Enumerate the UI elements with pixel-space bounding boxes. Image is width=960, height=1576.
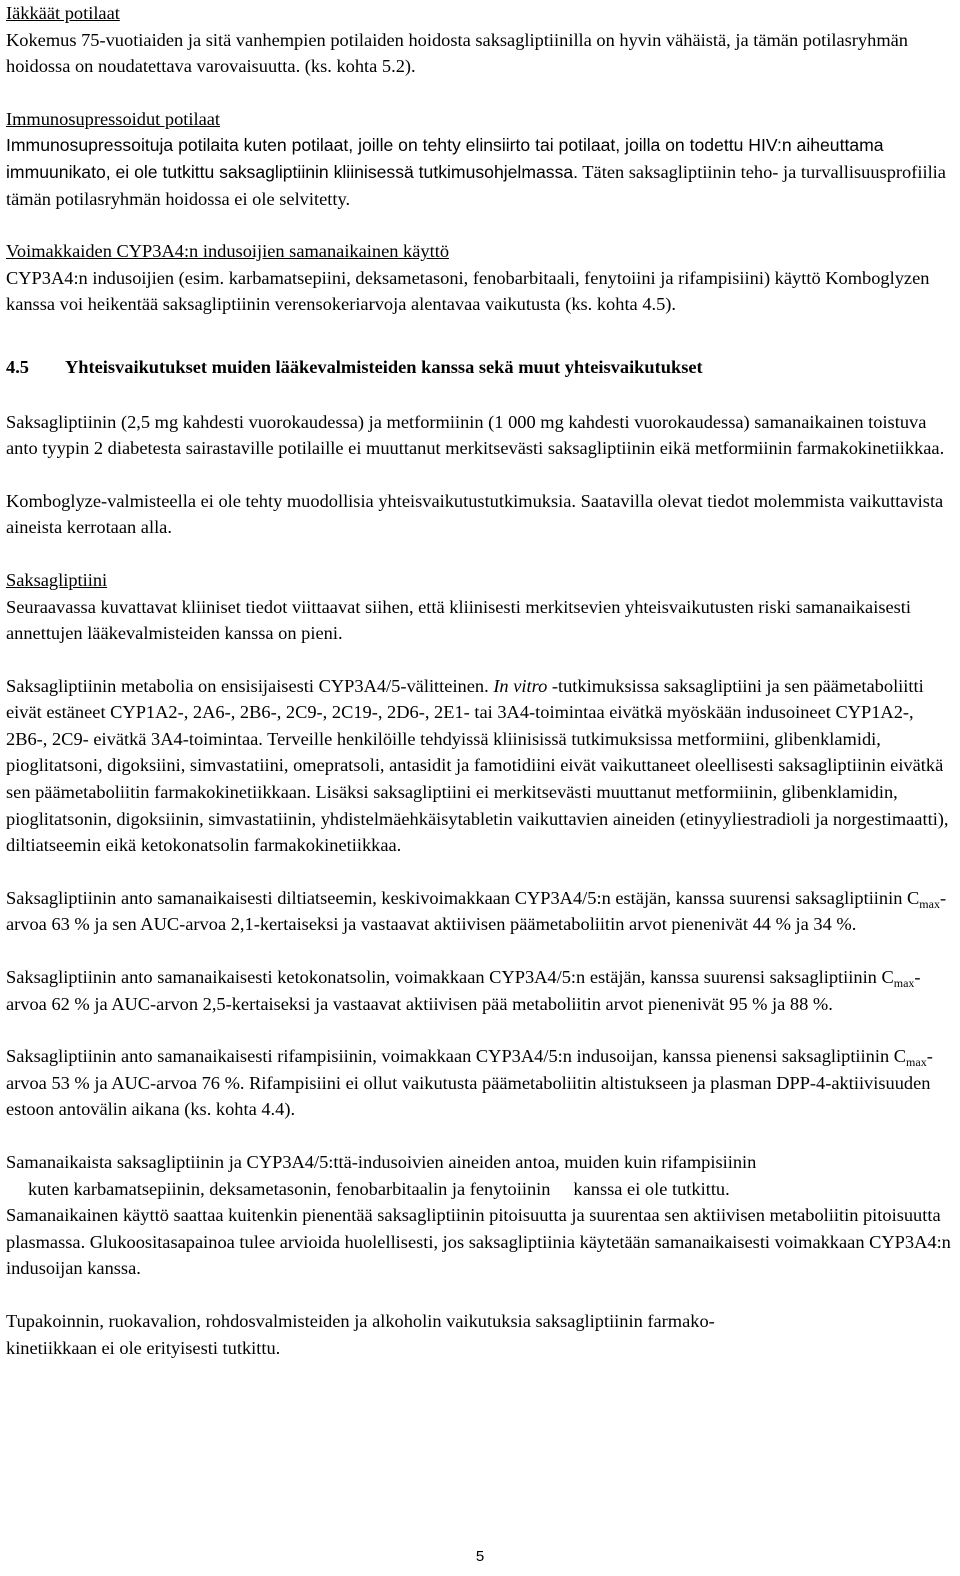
paragraph-inducers-line-2: kuten karbamatsepiinin, deksametasonin, fenobarbitaalin ja fenytoiinin kanssa ei ole tutkittu.	[28, 1178, 730, 1199]
subheading-cyp3a4-inducers: Voimakkaiden CYP3A4:n indusoijien samanaikainen käyttö	[6, 241, 450, 262]
paragraph-ketoconazole-part-a: Saksagliptiinin anto samanaikaisesti ketokonatsolin, voimakkaan CYP3A4/5:n estäjän, kanssa suurensi saksagliptiinin C	[6, 967, 894, 988]
paragraph-saxa-metformin: Saksagliptiinin (2,5 mg kahdesti vuorokaudessa) ja metformiinin (1 000 mg kahdesti vuorokaudessa) samanaikainen toistuva anto tyypin 2 diabetesta sairastaville potilaille ei muuttanut merkitsevästi saksagliptiinin eikä metformiinin farmakokinetiikkaa.	[6, 411, 945, 459]
section-title-4-5	[6, 354, 956, 381]
paragraph-ketoconazole-part-b: -arvoa 62 % ja AUC-arvon 2,5-kertaiseksi ja vastaavat aktiivisen pää metaboliitin arvot pienenivät 95 % ja 88 %.	[6, 967, 921, 1014]
paragraph-ketoconazole	[6, 964, 956, 1017]
paragraph-rifampicin-part-a: Saksagliptiinin anto samanaikaisesti rifampisiinin, voimakkaan CYP3A4/5:n indusoijan, kanssa pienensi saksagliptiinin C	[6, 1046, 907, 1067]
document-page	[6, 0, 956, 1361]
cmax-subscript: max	[906, 1055, 927, 1070]
paragraph-rifampicin-part-b: -arvoa 53 % ja AUC-arvoa 76 %. Rifampisiini ei ollut vaikutusta päämetaboliitin altistukseen ja plasman DPP-4-aktiivisuuden estoon antovälin aikana (ks. kohta 4.4).	[6, 1046, 933, 1120]
paragraph-smoking-diet	[6, 1308, 956, 1361]
paragraph-rifampicin	[6, 1043, 956, 1123]
paragraph-immunosuppressed	[6, 132, 956, 212]
page-number: 5	[475, 1548, 485, 1565]
section-number: 4.5	[6, 356, 29, 377]
paragraph-inducers-line-1: Samanaikaista saksagliptiinin ja CYP3A4/5:ttä-indusoivien aineiden antoa, muiden kuin rifampisiinin	[6, 1152, 757, 1172]
paragraph-immunosuppressed-part-a: Immunosupressoituja potilaita kuten potilaat, joille on tehty elinsiirto tai potilaat, joilla on todettu HIV:n aiheuttama immuunikato, ei ole tutkittu saksagliptiinin kliinisessä tutkimusohjelmassa.	[6, 135, 884, 182]
paragraph-elderly: Kokemus 75-vuotiaiden ja sitä vanhempien potilaiden hoidosta saksagliptiinilla on hyvin vähäistä, ja tämän potilasryhmän hoidossa on noudatettava varovaisuutta. (ks. kohta 5.2).	[6, 29, 908, 77]
subheading-saxagliptin: Saksagliptiini	[6, 569, 108, 590]
paragraph-metabolism-part-b: -tutkimuksissa saksagliptiini ja sen päämetaboliitti eivät estäneet CYP1A2-, 2A6-, 2B6-, 2C9-, 2C19-, 2D6-, 2E1- tai 3A4-toimintaa eivätkä myöskään indusoineet CYP1A2-, 2B6-, 2C9- eivätkä 3A4-toimintaa. Terveille henkilöille tehdyissä kliinisissä tutkimuksissa metformiini, glibenklamidi, pioglitatsoni, digoksiini, simvastatiini, omepratsoli, antasidit ja famotidiini eivät vaikuttaneet oleellisesti saksagliptiinin eivätkä sen päämetaboliitin farmakokinetiikkaan. Lisäksi saksagliptiini ei merkitsevästi muuttanut metformiinin, glibenklamidin, pioglitatsonin, digoksiinin, simvastatiinin, yhdistelmäehkäisytabletin vaikuttavien aineiden (etinyyliestradioli ja norgestimaatti), diltiatseemin eikä ketokonatsolin farmakokinetiikkaa.	[6, 675, 949, 856]
paragraph-metabolism	[6, 673, 956, 859]
cmax-subscript: max	[919, 896, 940, 911]
paragraph-diltiazem	[6, 885, 956, 938]
paragraph-clinical-data: Seuraavassa kuvattavat kliiniset tiedot viittaavat siihen, että kliinisesti merkitsevien yhteisvaikutusten riski samanaikaisesti annettujen lääkevalmisteiden kanssa on pieni.	[6, 596, 912, 644]
cmax-subscript: max	[893, 976, 915, 991]
section-cyp3a4-inducers	[6, 238, 956, 318]
section-immunosuppressed	[6, 106, 956, 212]
section-elderly	[6, 0, 956, 80]
paragraph-smoking-diet-line-2: kinetiikkaan ei ole erityisesti tutkittu.	[6, 1337, 281, 1358]
paragraph-immunosuppressed-part-b: Täten saksagliptiinin teho- ja turvallisuusprofiilia tämän potilasryhmän hoidossa ei ole selvitetty.	[6, 161, 946, 209]
paragraph-metabolism-part-a: Saksagliptiinin metabolia on ensisijaisesti CYP3A4/5-välitteinen.	[6, 675, 494, 696]
paragraph-diltiazem-part-a: Saksagliptiinin anto samanaikaisesti diltiatseemin, keskivoimakkaan CYP3A4/5:n estäjän, kanssa suurensi saksagliptiinin C	[6, 887, 920, 908]
subheading-immunosuppressed: Immunosupressoidut potilaat	[6, 108, 221, 129]
subheading-elderly: Iäkkäät potilaat	[6, 3, 120, 23]
paragraph-diltiazem-part-b: -arvoa 63 % ja sen AUC-arvoa 2,1-kertaiseksi ja vastaavat aktiivisen päämetaboliitin arvot pienenivät 44 % ja 34 %.	[6, 887, 947, 935]
paragraph-komboglyze-studies: Komboglyze-valmisteella ei ole tehty muodollisia yhteisvaikutustutkimuksia. Saatavilla olevat tiedot molemmista vaikuttavista aineista kerrotaan alla.	[6, 490, 944, 538]
paragraph-cyp3a4-inducers: CYP3A4:n indusoijien (esim. karbamatsepiini, deksametasoni, fenobarbitaali, fenytoiini ja rifampisiini) käyttö Komboglyzen kanssa voi heikentää saksagliptiinin verensokeriarvoja alentavaa vaikutusta (ks. kohta 4.5).	[6, 267, 930, 315]
in-vitro-italic: In vitro	[493, 675, 548, 696]
paragraph-smoking-diet-line-1: Tupakoinnin, ruokavalion, rohdosvalmisteiden ja alkoholin vaikutuksia saksagliptiinin farmako-	[6, 1310, 715, 1331]
section-title-text: Yhteisvaikutukset muiden lääkevalmisteiden kanssa sekä muut yhteisvaikutukset	[65, 356, 703, 377]
paragraph-inducers	[6, 1149, 956, 1282]
paragraph-inducers-rest: Samanaikainen käyttö saattaa kuitenkin pienentää saksagliptiinin pitoisuutta ja suurentaa sen aktiivisen metaboliitin pitoisuutta plasmassa. Glukoositasapainoa tulee arvioida huolellisesti, jos saksagliptiinia käytetään samanaikaisesti voimakkaan CYP3A4:n indusoijan kanssa.	[6, 1205, 951, 1279]
